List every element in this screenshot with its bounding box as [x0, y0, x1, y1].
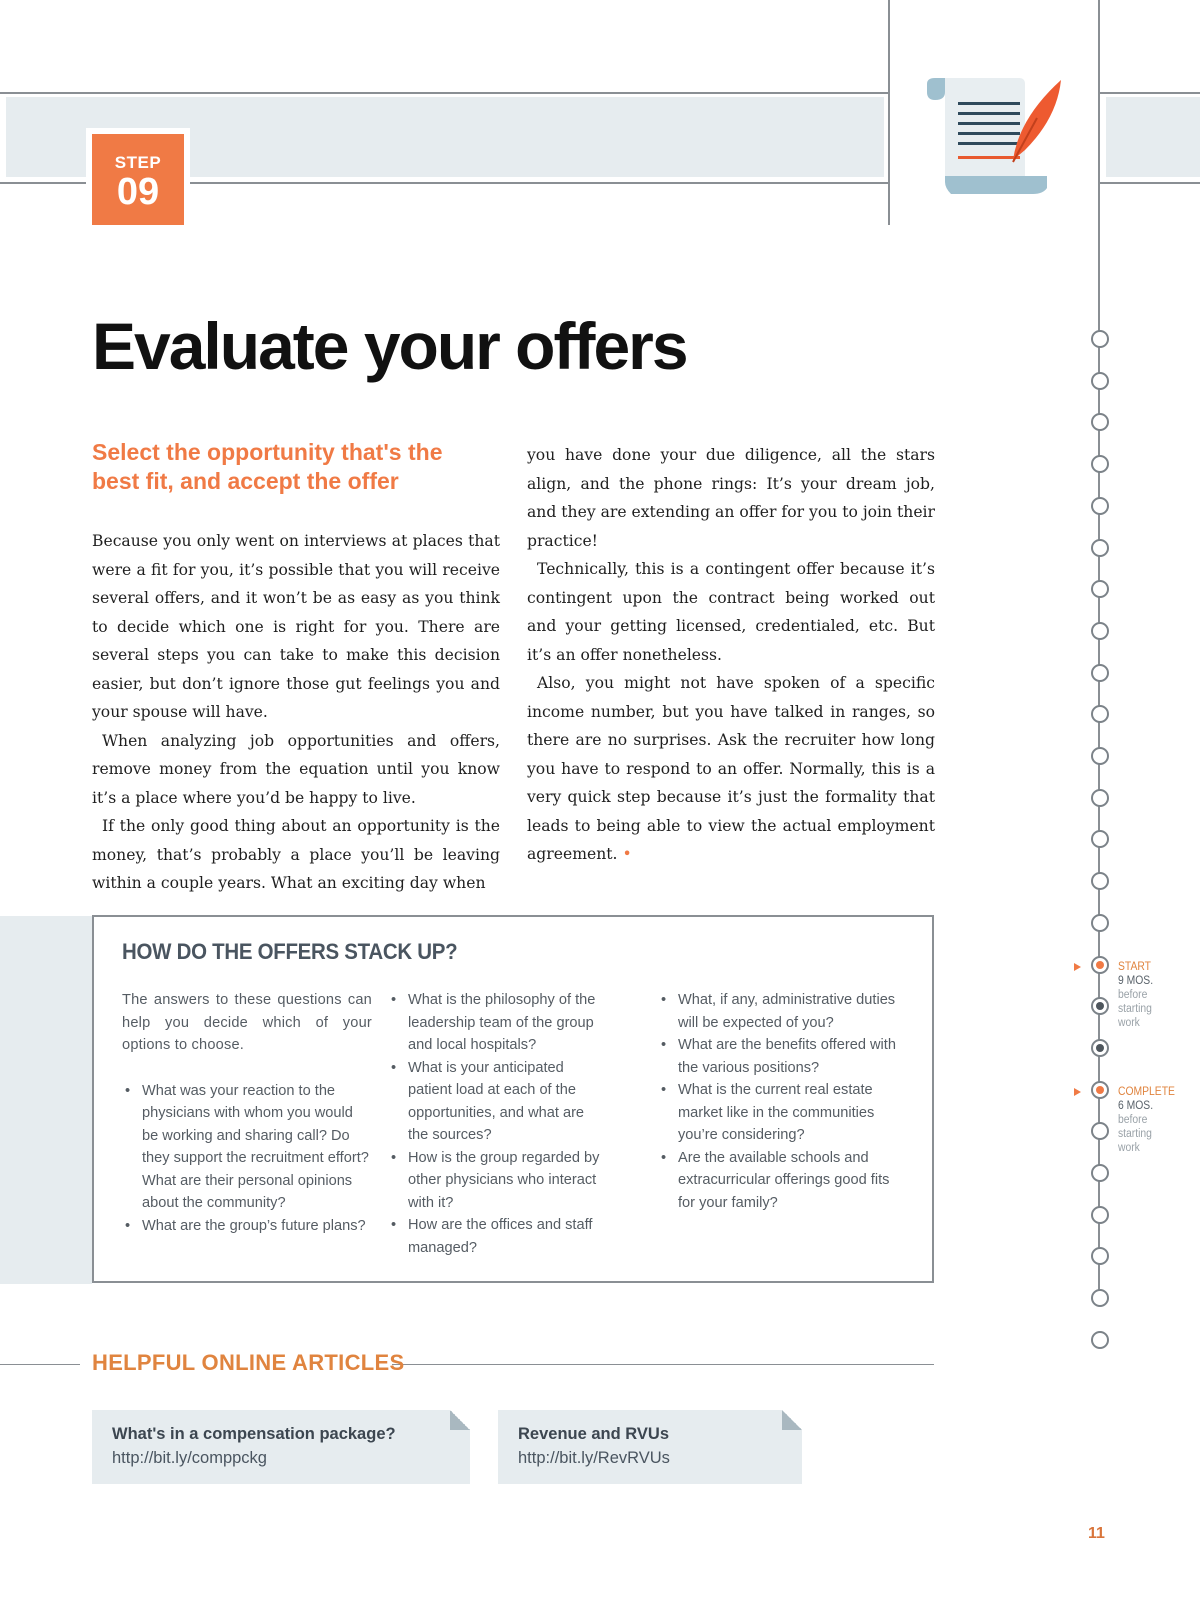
timeline-start-title: START	[1118, 961, 1151, 973]
timeline-node-icon	[1091, 956, 1109, 974]
timeline-line	[1098, 0, 1100, 1300]
timeline-complete-note: before	[1118, 1114, 1148, 1126]
question-item: • What, if any, administrative duties will be expected of you?	[658, 989, 908, 1034]
subheading: Select the opportunity that's the best fit, and accept the offer	[92, 439, 443, 494]
timeline-node-icon	[1091, 997, 1109, 1015]
box-side-shade	[0, 916, 92, 1284]
body-column-2	[527, 441, 935, 869]
complete-marker-arrow-icon	[1074, 1088, 1081, 1096]
timeline-node-icon	[1091, 1331, 1109, 1349]
body-paragraph: If the only good thing about an opportunity is the money, that’s probably a place you’ll be leaving within a couple years. What an exciting day when	[92, 817, 500, 892]
timeline-node-icon	[1091, 1164, 1109, 1182]
body-paragraph: you have done your due diligence, all the stars align, and the phone rings: It’s your dream job, and they are extending an offer for you to join their practice!	[527, 446, 936, 550]
timeline-node-icon	[1091, 1039, 1109, 1057]
timeline-node-icon	[1091, 372, 1109, 390]
timeline-node-icon	[1091, 872, 1109, 890]
question-item: • What is the philosophy of the leadership team of the group and local hospitals?	[388, 989, 608, 1057]
page-fold-icon	[782, 1410, 802, 1430]
step-label: STEP	[114, 153, 162, 172]
body-paragraph: Because you only went on interviews at places that were a fit for you, it’s possible that you will receive several offers, and it won’t be as easy as you think to decide which one is right for you. There are several steps you can take to make this decision easier, but don’t ignore those gut feelings you and your spouse will have.	[92, 532, 500, 721]
body-paragraph	[527, 669, 935, 869]
page-number: 11	[1088, 1525, 1105, 1542]
start-marker-arrow-icon	[1074, 963, 1081, 971]
step-badge	[92, 134, 184, 225]
section-rule-left	[0, 1364, 80, 1365]
header-divider	[888, 0, 890, 225]
question-item: • What are the group’s future plans?	[122, 1215, 372, 1238]
scroll-quill-icon	[925, 78, 1065, 198]
timeline-node-icon	[1091, 789, 1109, 807]
article-card[interactable]	[498, 1410, 802, 1484]
header-rule-top	[0, 92, 890, 94]
timeline-node-icon	[1091, 455, 1109, 473]
timeline-complete-note: work	[1118, 1142, 1140, 1154]
body-column-1	[92, 527, 500, 898]
timeline-node-icon	[1091, 830, 1109, 848]
timeline-node-icon	[1091, 705, 1109, 723]
question-item: • How is the group regarded by other physicians who interact with it?	[388, 1147, 608, 1215]
header-band-right	[1106, 97, 1200, 177]
article-title[interactable]: What's in a compensation package?	[112, 1425, 396, 1443]
timeline-node-icon	[1091, 1206, 1109, 1224]
step-number: 09	[116, 171, 160, 213]
article-card[interactable]	[92, 1410, 470, 1484]
timeline-complete-title: COMPLETE	[1118, 1086, 1175, 1098]
header-rule-bottom-right	[1100, 182, 1200, 184]
end-mark: •	[622, 845, 632, 863]
article-link[interactable]: http://bit.ly/RevRVUs	[518, 1449, 670, 1467]
timeline-start-months: 9 MOS.	[1118, 975, 1154, 987]
article-title[interactable]: Revenue and RVUs	[518, 1425, 669, 1443]
questions-column-2	[388, 989, 608, 1259]
question-item: • What is the current real estate market like in the communities you’re considering?	[658, 1079, 908, 1147]
question-item: • What is your anticipated patient load at each of the opportunities, and what are the sources?	[388, 1057, 608, 1147]
timeline-node-icon	[1091, 1247, 1109, 1265]
question-item: • How are the offices and staff managed?	[388, 1214, 608, 1259]
question-item: • What was your reaction to the physicians with whom you would be working and sharing call? Do they support the recruitment effort? What are their personal opinions about the community?	[122, 1080, 372, 1215]
timeline-node-icon	[1091, 664, 1109, 682]
section-rule-right	[392, 1364, 934, 1365]
questions-intro: The answers to these questions can help you decide which of your options to choose.	[122, 992, 372, 1053]
timeline-node-icon	[1091, 413, 1109, 431]
questions-box	[92, 915, 934, 1283]
question-item: • What are the benefits offered with the various positions?	[658, 1034, 908, 1079]
article-link[interactable]: http://bit.ly/comppckg	[112, 1449, 267, 1467]
page-title: Evaluate your offers	[92, 309, 687, 383]
question-item: • Are the available schools and extracurricular offerings good fits for your family?	[658, 1147, 908, 1215]
questions-column-1	[122, 989, 372, 1237]
helpful-articles-heading: HELPFUL ONLINE ARTICLES	[92, 1350, 405, 1375]
timeline-complete-months: 6 MOS.	[1118, 1100, 1154, 1112]
timeline-start-note: starting	[1118, 1003, 1152, 1015]
body-paragraph: When analyzing job opportunities and offers, remove money from the equation until you know it’s a place where you’d be happy to live.	[92, 731, 500, 807]
page-fold-icon	[450, 1410, 470, 1430]
timeline-node-icon	[1091, 747, 1109, 765]
timeline-start-note: work	[1118, 1017, 1140, 1029]
questions-column-3	[658, 989, 908, 1214]
timeline-node-icon	[1091, 1081, 1109, 1099]
timeline-complete-label	[1118, 1085, 1175, 1155]
timeline-node-icon	[1091, 1289, 1109, 1307]
timeline-complete-note: starting	[1118, 1128, 1152, 1140]
body-paragraph: Technically, this is a contingent offer because it’s contingent upon the contract being worked out and your getting licensed, credentialed, etc. But it’s an offer nonetheless.	[527, 560, 935, 664]
timeline-node-icon	[1091, 580, 1109, 598]
timeline-start-note: before	[1118, 989, 1148, 1001]
timeline-start-label	[1118, 960, 1153, 1030]
timeline-node-icon	[1091, 914, 1109, 932]
timeline-node-icon	[1091, 539, 1109, 557]
timeline-node-icon	[1091, 497, 1109, 515]
timeline-node-icon	[1091, 1122, 1109, 1140]
timeline-node-icon	[1091, 622, 1109, 640]
header-rule-top-right	[1100, 92, 1200, 94]
questions-title: HOW DO THE OFFERS STACK UP?	[122, 939, 458, 964]
body-paragraph-text: Also, you might not have spoken of a specific income number, but you have talked in ranges, so there are no surprises. Ask the recruiter how long you have to respond to an offer. Normally, this is a very quick step because it’s just the formality that leads to being able to view the actual employment agreement.	[527, 674, 935, 863]
timeline-node-icon	[1091, 330, 1109, 348]
